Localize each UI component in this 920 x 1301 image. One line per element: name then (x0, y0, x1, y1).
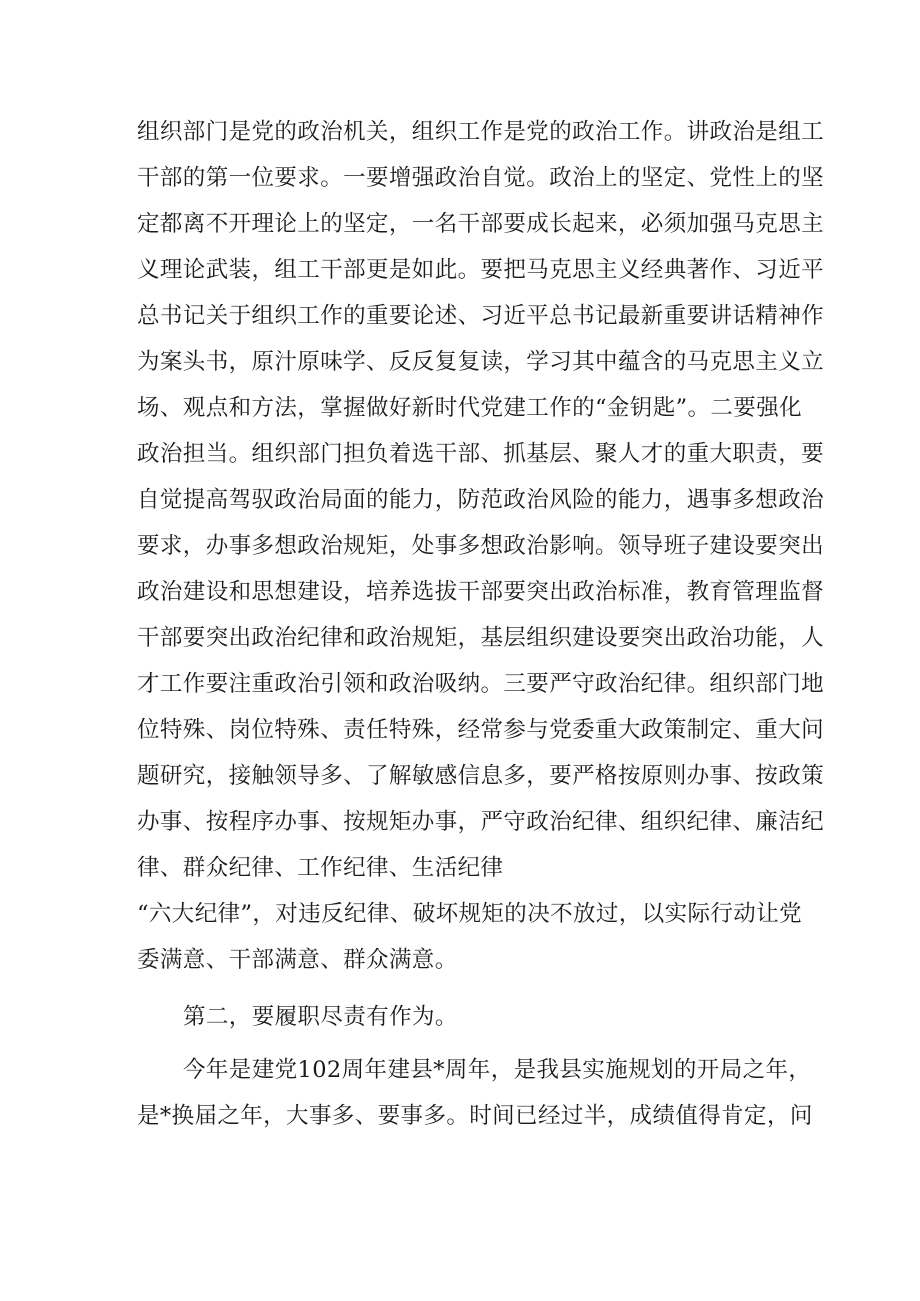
body-text-line: 律、群众纪律、工作纪律、生活纪律 (137, 855, 504, 881)
body-text-line: 自觉提高驾驭政治局面的能力，防范政治风险的能力，遇事多想政治 (137, 487, 825, 513)
body-text-line: 组织部门是党的政治机关，组织工作是党的政治工作。讲政治是组工 (137, 119, 825, 145)
section-heading: 第二，要履职尽责有作为。 (183, 1004, 458, 1030)
body-text-line: 干部的第一位要求。一要增强政治自觉。政治上的坚定、党性上的坚 (137, 165, 825, 191)
body-text-line: “六大纪律”，对违反纪律、破坏规矩的决不放过，以实际行动让党 (137, 901, 803, 927)
body-text-line: 要求，办事多想政治规矩，处事多想政治影响。领导班子建设要突出 (137, 533, 825, 559)
paragraph-first-line: 今年是建党102周年建县*周年，是我县实施规划的开局之年， (183, 1057, 812, 1083)
body-text-line: 政治担当。组织部门担负着选干部、抓基层、聚人才的重大职责，要 (137, 441, 825, 467)
body-text-line: 场、观点和方法，掌握做好新时代党建工作的“金钥匙”。二要强化 (137, 395, 803, 421)
body-text-line: 义理论武装，组工干部更是如此。要把马克思主义经典著作、习近平 (137, 257, 825, 283)
body-text-line: 为案头书，原汁原味学、反反复复读，学习其中蕴含的马克思主义立 (137, 349, 825, 375)
body-text-line: 是*换届之年，大事多、要事多。时间已经过半，成绩值得肯定，问 (137, 1103, 813, 1129)
body-text-line: 办事、按程序办事、按规矩办事，严守政治纪律、组织纪律、廉洁纪 (137, 809, 825, 835)
body-text-line: 总书记关于组织工作的重要论述、习近平总书记最新重要讲话精神作 (137, 303, 825, 329)
body-text-line: 委满意、干部满意、群众满意。 (137, 947, 458, 973)
body-text-line: 定都离不开理论上的坚定，一名干部要成长起来，必须加强马克思主 (137, 211, 825, 237)
body-text-line: 才工作要注重政治引领和政治吸纳。三要严守政治纪律。组织部门地 (137, 671, 825, 697)
body-text-line: 题研究，接触领导多、了解敏感信息多，要严格按原则办事、按政策 (137, 763, 825, 789)
body-text-line: 干部要突出政治纪律和政治规矩，基层组织建设要突出政治功能，人 (137, 625, 825, 651)
body-text-line: 位特殊、岗位特殊、责任特殊，经常参与党委重大政策制定、重大问 (137, 717, 825, 743)
body-text-line: 政治建设和思想建设，培养选拔干部要突出政治标准，教育管理监督 (137, 579, 825, 605)
